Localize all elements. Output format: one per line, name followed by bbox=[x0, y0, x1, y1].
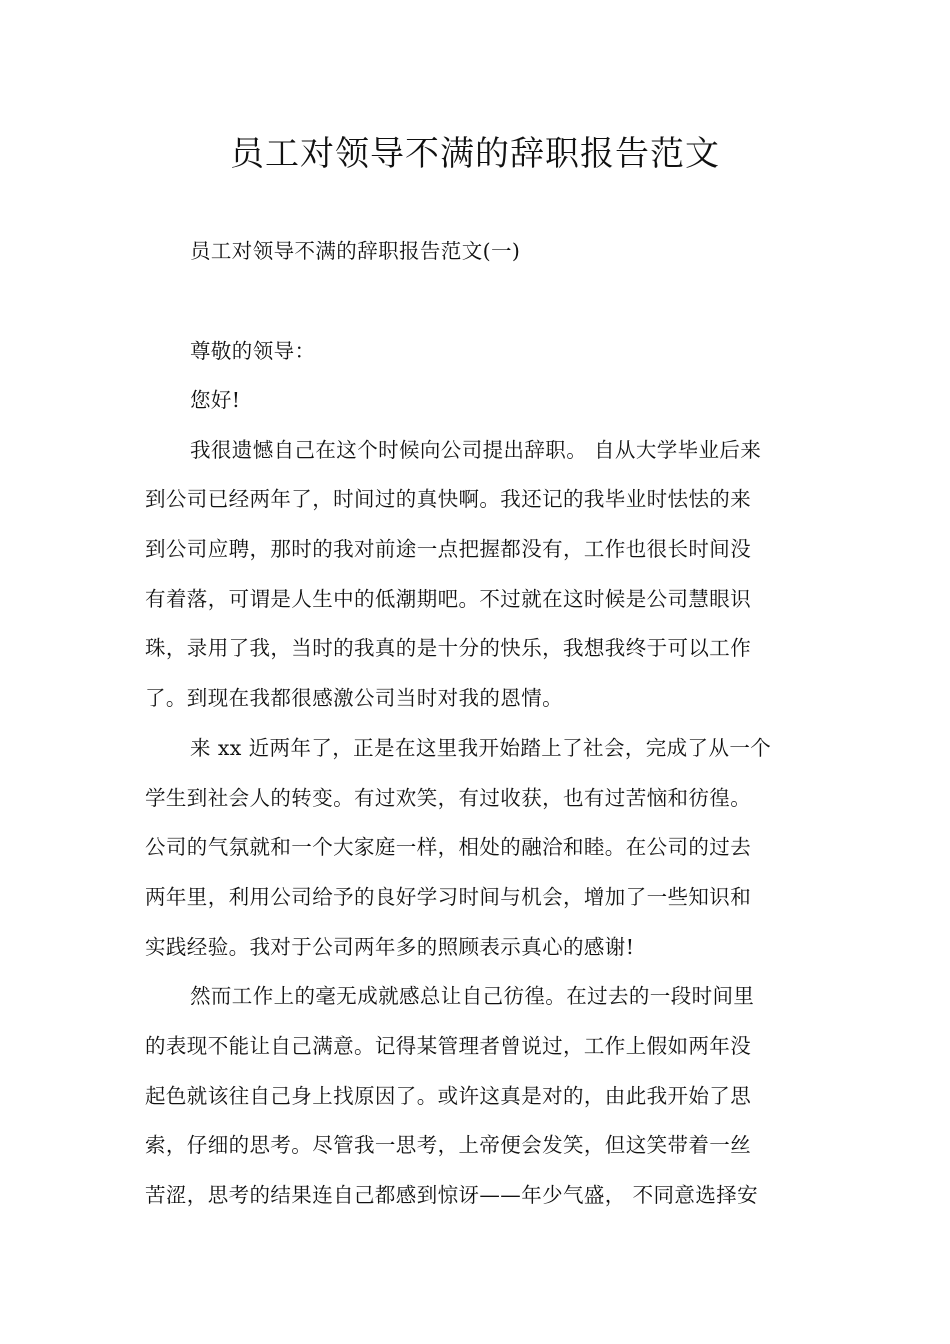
greeting: 您好! bbox=[190, 388, 241, 412]
paragraph-line: 有着落，可谓是人生中的低潮期吧。不过就在这时候是公司慧眼识 bbox=[145, 587, 752, 611]
paragraph-line: 苦涩，思考的结果连自己都感到惊讶——年少气盛， 不同意选择安 bbox=[145, 1183, 759, 1207]
paragraph-line: 然而工作上的毫无成就感总让自己彷徨。在过去的一段时间里 bbox=[190, 984, 755, 1008]
paragraph-line: 我很遗憾自己在这个时候向公司提出辞职。 自从大学毕业后来 bbox=[190, 438, 762, 462]
paragraph-line: 两年里，利用公司给予的良好学习时间与机会，增加了一些知识和 bbox=[145, 885, 752, 909]
paragraph-line: 公司的气氛就和一个大家庭一样，相处的融洽和睦。在公司的过去 bbox=[145, 835, 752, 859]
paragraph-line: 来 xx 近两年了，正是在这里我开始踏上了社会，完成了从一个 bbox=[190, 736, 772, 760]
paragraph-line: 学生到社会人的转变。有过欢笑，有过收获，也有过苦恼和彷徨。 bbox=[145, 786, 752, 810]
paragraph-line: 珠，录用了我，当时的我真的是十分的快乐，我想我终于可以工作 bbox=[145, 636, 752, 660]
paragraph-line: 到公司应聘，那时的我对前途一点把握都没有，工作也很长时间没 bbox=[145, 537, 752, 561]
document-subtitle: 员工对领导不满的辞职报告范文(一) bbox=[190, 239, 521, 263]
paragraph-line: 了。到现在我都很感激公司当时对我的恩情。 bbox=[145, 686, 563, 710]
paragraph-line: 的表现不能让自己满意。记得某管理者曾说过，工作上假如两年没 bbox=[145, 1034, 752, 1058]
paragraph-line: 索，仔细的思考。尽管我一思考，上帝便会发笑，但这笑带着一丝 bbox=[145, 1133, 752, 1157]
paragraph-line: 到公司已经两年了，时间过的真快啊。我还记的我毕业时怯怯的来 bbox=[145, 487, 752, 511]
salutation: 尊敬的领导： bbox=[190, 339, 316, 363]
paragraph-line: 实践经验。我对于公司两年多的照顾表示真心的感谢! bbox=[145, 935, 635, 959]
paragraph-line: 起色就该往自己身上找原因了。或许这真是对的，由此我开始了思 bbox=[145, 1084, 752, 1108]
document-title: 员工对领导不满的辞职报告范文 bbox=[230, 134, 720, 174]
